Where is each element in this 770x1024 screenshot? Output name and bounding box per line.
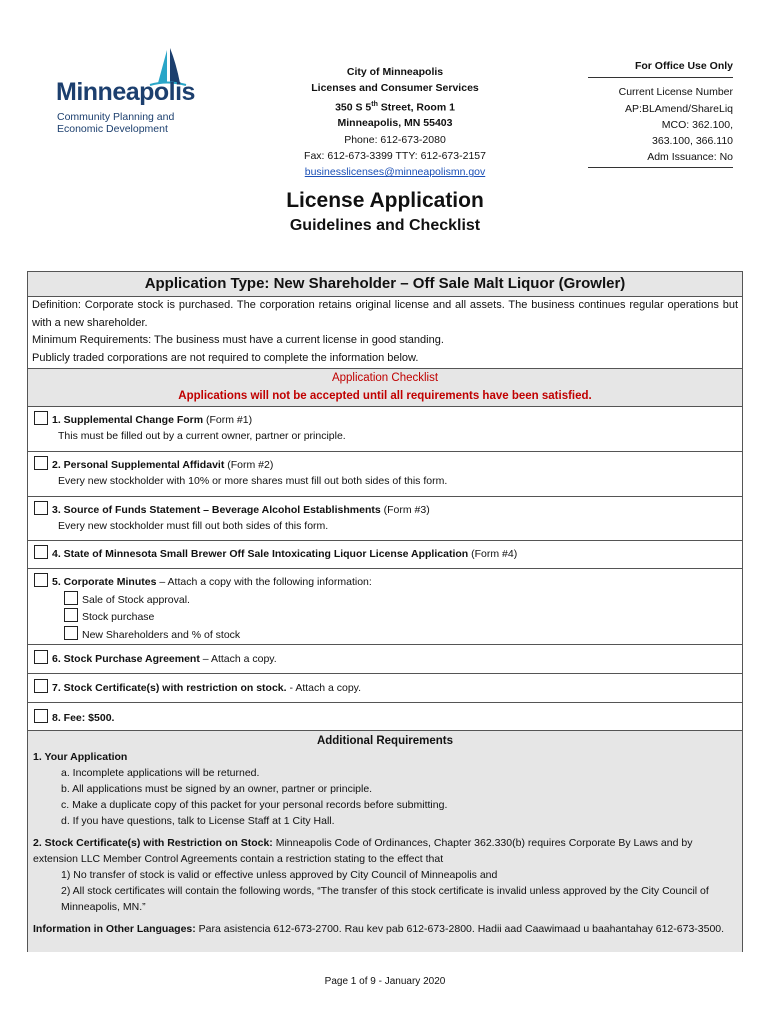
item-form: (Form #3) bbox=[380, 504, 430, 516]
item-title: 3. Source of Funds Statement – Beverage Alcohol Establishments bbox=[52, 504, 381, 516]
checkbox[interactable] bbox=[34, 679, 48, 693]
minimum-requirements-text: Minimum Requirements: The business must have a current license in good standing. bbox=[32, 334, 444, 346]
item-note: Every new stockholder with 10% or more shares must fill out both sides of this form. bbox=[58, 474, 448, 487]
checklist-item bbox=[28, 406, 742, 451]
checkbox[interactable] bbox=[34, 650, 48, 664]
checkbox[interactable] bbox=[34, 456, 48, 470]
logo-sub-line: Economic Development bbox=[57, 123, 168, 135]
item-title: 5. Corporate Minutes bbox=[52, 576, 157, 588]
item-form: - Attach a copy. bbox=[286, 682, 362, 694]
address-line: Minneapolis, MN 55403 bbox=[337, 117, 453, 130]
phone-text: Phone: 612-673-2080 bbox=[344, 133, 446, 146]
email-link[interactable]: businesslicenses@minneapolismn.gov bbox=[304, 166, 486, 179]
requirement-item: d. If you have questions, talk to License Staff at 1 City Hall. bbox=[61, 815, 335, 827]
checkbox[interactable] bbox=[34, 573, 48, 587]
definition-text: Definition: Corporate stock is purchased. The corporation retains original license and all assets. The business continues regular operations but with a new shareholder. bbox=[32, 299, 738, 329]
logo-wordmark: Minneapolis bbox=[56, 78, 195, 106]
item-note: Every new stockholder must fill out both sides of this form. bbox=[58, 519, 329, 532]
checklist-item bbox=[28, 673, 742, 702]
item-form: – Attach a copy. bbox=[199, 653, 277, 665]
checklist-warning: Applications will not be accepted until all requirements have been satisfied. bbox=[178, 389, 592, 402]
office-line: AP:BLAmend/ShareLiq bbox=[625, 102, 733, 115]
page-subtitle: Guidelines and Checklist bbox=[289, 217, 481, 234]
item-title: 4. State of Minnesota Small Brewer Off Sale Intoxicating Liquor License Application bbox=[52, 548, 469, 560]
subitem-label: Stock purchase bbox=[82, 611, 155, 623]
checklist-header bbox=[28, 368, 742, 406]
page-title: License Application bbox=[286, 189, 484, 212]
item-form: (Form #1) bbox=[203, 414, 253, 426]
item-title: 8. Fee: $500. bbox=[52, 712, 115, 724]
stock-certificate-paragraph bbox=[33, 835, 737, 867]
checklist-item bbox=[28, 644, 742, 673]
requirement-item: b. All applications must be signed by an owner, partner or principle. bbox=[61, 783, 373, 795]
fax-text: Fax: 612-673-3399 TTY: 612-673-2157 bbox=[304, 149, 486, 162]
office-use-body bbox=[588, 84, 733, 167]
address-line: City of Minneapolis bbox=[346, 66, 444, 78]
stock-heading: 2. Stock Certificate(s) with Restriction on Stock: bbox=[33, 837, 273, 849]
item-title: 7. Stock Certificate(s) with restriction on stock. bbox=[52, 682, 287, 694]
office-line: MCO: 362.100, bbox=[661, 118, 733, 131]
street-rest: Street, Room 1 bbox=[377, 101, 455, 114]
additional-requirements bbox=[28, 730, 742, 952]
checkbox[interactable] bbox=[64, 626, 78, 640]
logo-subtitle bbox=[57, 111, 174, 135]
office-line: Adm Issuance: No bbox=[647, 151, 733, 164]
office-line: Current License Number bbox=[618, 86, 733, 99]
office-use-title: For Office Use Only bbox=[588, 58, 733, 78]
public-corp-note: Publicly traded corporations are not required to complete the information below. bbox=[32, 351, 419, 364]
street-number: 350 S 5 bbox=[335, 101, 372, 114]
checkbox[interactable] bbox=[34, 545, 48, 559]
requirement-item: c. Make a duplicate copy of this packet for your personal records before submitting. bbox=[61, 799, 448, 811]
checklist-item bbox=[28, 451, 742, 496]
stock-text: Minneapolis Code of Ordinances, Chapter 362.330(b) requires Corporate By Laws and by extension LLC Member Control Agreements contain a restriction stating to the effect that bbox=[33, 837, 693, 865]
page-footer: Page 1 of 9 - January 2020 bbox=[324, 976, 446, 987]
requirement-item: a. Incomplete applications will be returned. bbox=[61, 767, 260, 779]
street-suffix: th bbox=[371, 100, 378, 108]
item-note: This must be filled out by a current owner, partner or principle. bbox=[58, 429, 346, 442]
minutes-subitem bbox=[34, 591, 742, 609]
application-type: Application Type: New Shareholder – Off Sale Malt Liquor (Growler) bbox=[28, 272, 742, 296]
item-form: (Form #4) bbox=[468, 548, 518, 560]
item-form: (Form #2) bbox=[224, 459, 274, 471]
checkbox[interactable] bbox=[34, 709, 48, 723]
address-line bbox=[275, 97, 515, 116]
languages-heading: Information in Other Languages: bbox=[33, 923, 196, 935]
logo-sub-line: Community Planning and bbox=[57, 111, 175, 123]
item-title: 2. Personal Supplemental Affidavit bbox=[52, 459, 225, 471]
checkbox[interactable] bbox=[34, 501, 48, 515]
checklist-item bbox=[28, 540, 742, 568]
stock-rule: 1) No transfer of stock is valid or effective unless approved by City Council of Minneapolis and bbox=[61, 869, 498, 881]
checklist-item bbox=[28, 568, 742, 644]
address-line: Licenses and Consumer Services bbox=[311, 82, 479, 95]
checkbox[interactable] bbox=[64, 608, 78, 622]
languages-text: Para asistencia 612-673-2700. Rau kev pab 612-673-2800. Hadii aad Caawimaad u baahantahay 612-673-3500. bbox=[195, 923, 725, 935]
checklist-item bbox=[28, 496, 742, 540]
office-use-box bbox=[588, 58, 733, 168]
checklist-table bbox=[27, 271, 743, 952]
checklist-title: Application Checklist bbox=[331, 372, 439, 384]
additional-title: Additional Requirements bbox=[316, 735, 454, 747]
office-line: 363.100, 366.110 bbox=[652, 135, 733, 148]
checkbox[interactable] bbox=[34, 411, 48, 425]
item-title: 6. Stock Purchase Agreement bbox=[52, 653, 200, 665]
address-block bbox=[275, 64, 515, 181]
stock-rule: 2) All stock certificates will contain the following words, “The transfer of this stock certificate is invalid unless approved by the City Council of Minneapolis, MN.” bbox=[61, 885, 709, 913]
subitem-label: Sale of Stock approval. bbox=[82, 593, 190, 606]
checklist-item bbox=[28, 702, 742, 730]
languages-paragraph bbox=[33, 921, 737, 937]
item-form: – Attach a copy with the following information: bbox=[156, 576, 372, 588]
minutes-subitem bbox=[34, 626, 742, 644]
minutes-subitem bbox=[34, 608, 742, 626]
your-application-heading: 1. Your Application bbox=[33, 751, 128, 763]
definition-block bbox=[28, 296, 742, 368]
item-title: 1. Supplemental Change Form bbox=[52, 414, 204, 426]
checkbox[interactable] bbox=[64, 591, 78, 605]
subitem-label: New Shareholders and % of stock bbox=[82, 628, 241, 641]
